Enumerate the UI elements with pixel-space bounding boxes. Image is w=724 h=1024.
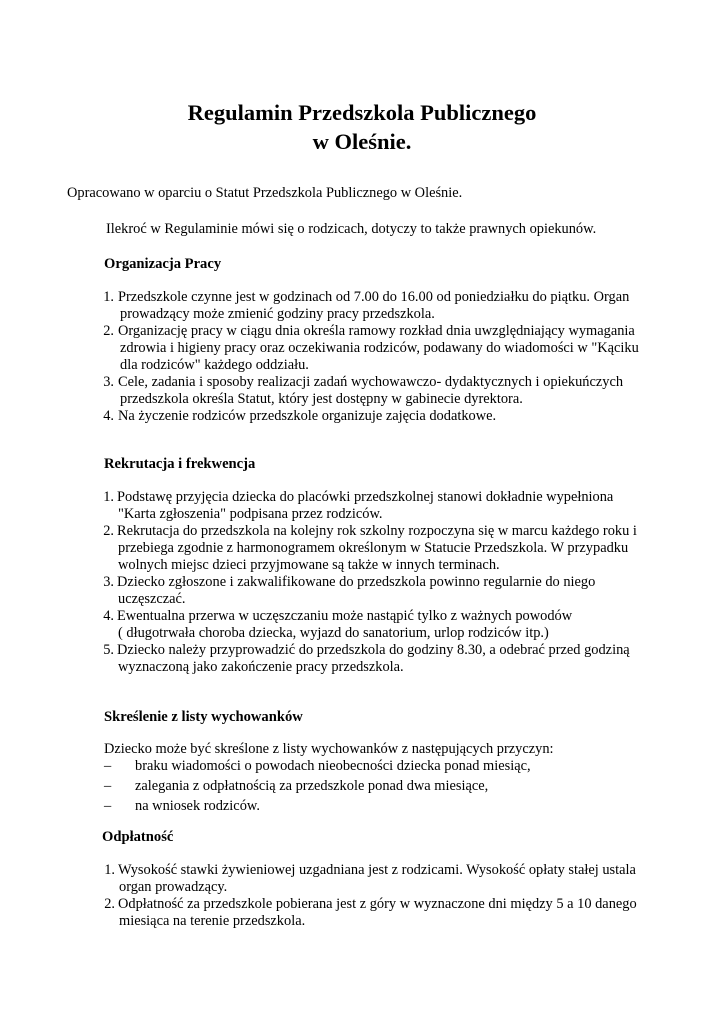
- list-item: [104, 796, 704, 816]
- list-item-number: 3.: [103, 574, 114, 590]
- list-item-line: uczęszczać.: [118, 591, 186, 607]
- page-title-line-1: Regulamin Przedszkola Publicznego: [187, 100, 537, 125]
- list-item-line: Dziecko należy przyprowadzić do przedszkola do godziny 8.30, a odebrać przed godziną: [117, 642, 630, 658]
- list-item-line: organ prowadzący.: [119, 879, 228, 895]
- list-item: [0, 374, 724, 408]
- list-item-number: 5.: [103, 642, 114, 658]
- odplatnosc-list: [0, 862, 724, 930]
- section-heading-odplatnosc: Odpłatność: [102, 829, 174, 845]
- list-item-line: miesiąca na terenie przedszkola.: [119, 913, 306, 929]
- list-item: [0, 896, 724, 930]
- list-item-number: 2.: [103, 323, 114, 339]
- list-item: [104, 776, 704, 796]
- dash-bullet: –: [104, 758, 112, 774]
- list-item: [0, 523, 724, 574]
- list-item-number: 4.: [103, 408, 114, 424]
- list-item-line: przedszkola określa Statut, który jest dostępny w gabinecie dyrektora.: [120, 391, 523, 407]
- section-heading-rekrutacja: Rekrutacja i frekwencja: [104, 456, 256, 472]
- list-item-line: dla rodziców" każdego oddziału.: [120, 357, 309, 373]
- page-title-line-2: w Oleśnie.: [312, 129, 412, 154]
- list-item-line: wyznaczoną jako zakończenie pracy przedszkola.: [118, 659, 404, 675]
- dash-bullet: –: [104, 798, 112, 814]
- list-item-text: braku wiadomości o powodach nieobecności dziecka ponad miesiąc,: [135, 758, 531, 774]
- list-item-number: 1.: [103, 289, 114, 305]
- list-item-line: Cele, zadania i sposoby realizacji zadań wychowawczo- dydaktycznych i opiekuńczych: [118, 374, 624, 390]
- list-item-text: na wniosek rodziców.: [135, 798, 260, 814]
- section-heading-skreslenie: Skreślenie z listy wychowanków: [104, 709, 303, 725]
- section-heading-organizacja: Organizacja Pracy: [104, 256, 222, 272]
- list-item-line: Wysokość stawki żywieniowej uzgadniana jest z rodzicami. Wysokość opłaty stałej ustala: [118, 862, 636, 878]
- intro-paragraph: Opracowano w oparciu o Statut Przedszkola Publicznego w Oleśnie.: [67, 185, 463, 201]
- list-item: [0, 608, 724, 642]
- list-item-line: Podstawę przyjęcia dziecka do placówki przedszkolnej stanowi dokładnie wypełniona: [117, 489, 614, 505]
- list-item-line: Na życzenie rodziców przedszkole organizuje zajęcia dodatkowe.: [118, 408, 497, 424]
- list-item: [0, 289, 724, 323]
- list-item-line: "Karta zgłoszenia" podpisana przez rodziców.: [118, 506, 383, 522]
- note-paragraph: Ilekroć w Regulaminie mówi się o rodzicach, dotyczy to także prawnych opiekunów.: [106, 221, 597, 237]
- list-item-line: Ewentualna przerwa w uczęszczaniu może nastąpić tylko z ważnych powodów: [117, 608, 573, 624]
- list-item-line: prowadzący może zmienić godziny pracy przedszkola.: [120, 306, 435, 322]
- list-item-line: wolnych miejsc dzieci przyjmowane są także w innych terminach.: [118, 557, 500, 573]
- list-item-line: Przedszkole czynne jest w godzinach od 7.00 do 16.00 od poniedziałku do piątku. Organ: [118, 289, 630, 305]
- list-item-line: Odpłatność za przedszkole pobierana jest z góry w wyznaczone dni między 5 a 10 danego: [118, 896, 637, 912]
- list-item: [0, 323, 724, 374]
- list-item: [0, 408, 724, 425]
- list-item-number: 2.: [103, 523, 114, 539]
- list-item-text: zalegania z odpłatnością za przedszkole ponad dwa miesiące,: [135, 778, 489, 794]
- list-item: [104, 756, 704, 776]
- rekrutacja-list: [0, 489, 724, 676]
- list-item: [0, 862, 724, 896]
- list-item-number: 4.: [103, 608, 114, 624]
- list-item-line: ( długotrwała choroba dziecka, wyjazd do sanatorium, urlop rodziców itp.): [118, 625, 549, 641]
- list-item-number: 1.: [103, 489, 114, 505]
- organizacja-list: [0, 289, 724, 425]
- list-item-line: Dziecko zgłoszone i zakwalifikowane do przedszkola powinno regularnie do niego: [117, 574, 596, 590]
- list-item: [0, 642, 724, 676]
- skreslenie-list: [104, 756, 704, 816]
- list-item: [0, 489, 724, 523]
- list-item-line: zdrowia i higieny pracy oraz oczekiwania rodziców, podawany do wiadomości w "Kąciku: [120, 340, 639, 356]
- dash-bullet: –: [104, 778, 112, 794]
- list-item-line: Organizację pracy w ciągu dnia określa ramowy rozkład dnia uwzględniający wymagania: [118, 323, 635, 339]
- list-item-number: 2.: [104, 896, 115, 912]
- list-item-line: Rekrutacja do przedszkola na kolejny rok szkolny rozpoczyna się w marcu każdego roku i: [117, 523, 637, 539]
- list-item-number: 1.: [104, 862, 115, 878]
- skreslenie-intro: Dziecko może być skreślone z listy wychowanków z następujących przyczyn:: [104, 741, 554, 757]
- list-item: [0, 574, 724, 608]
- list-item-line: przebiega zgodnie z harmonogramem określonym w Statucie Przedszkola. W przypadku: [118, 540, 629, 556]
- list-item-number: 3.: [103, 374, 114, 390]
